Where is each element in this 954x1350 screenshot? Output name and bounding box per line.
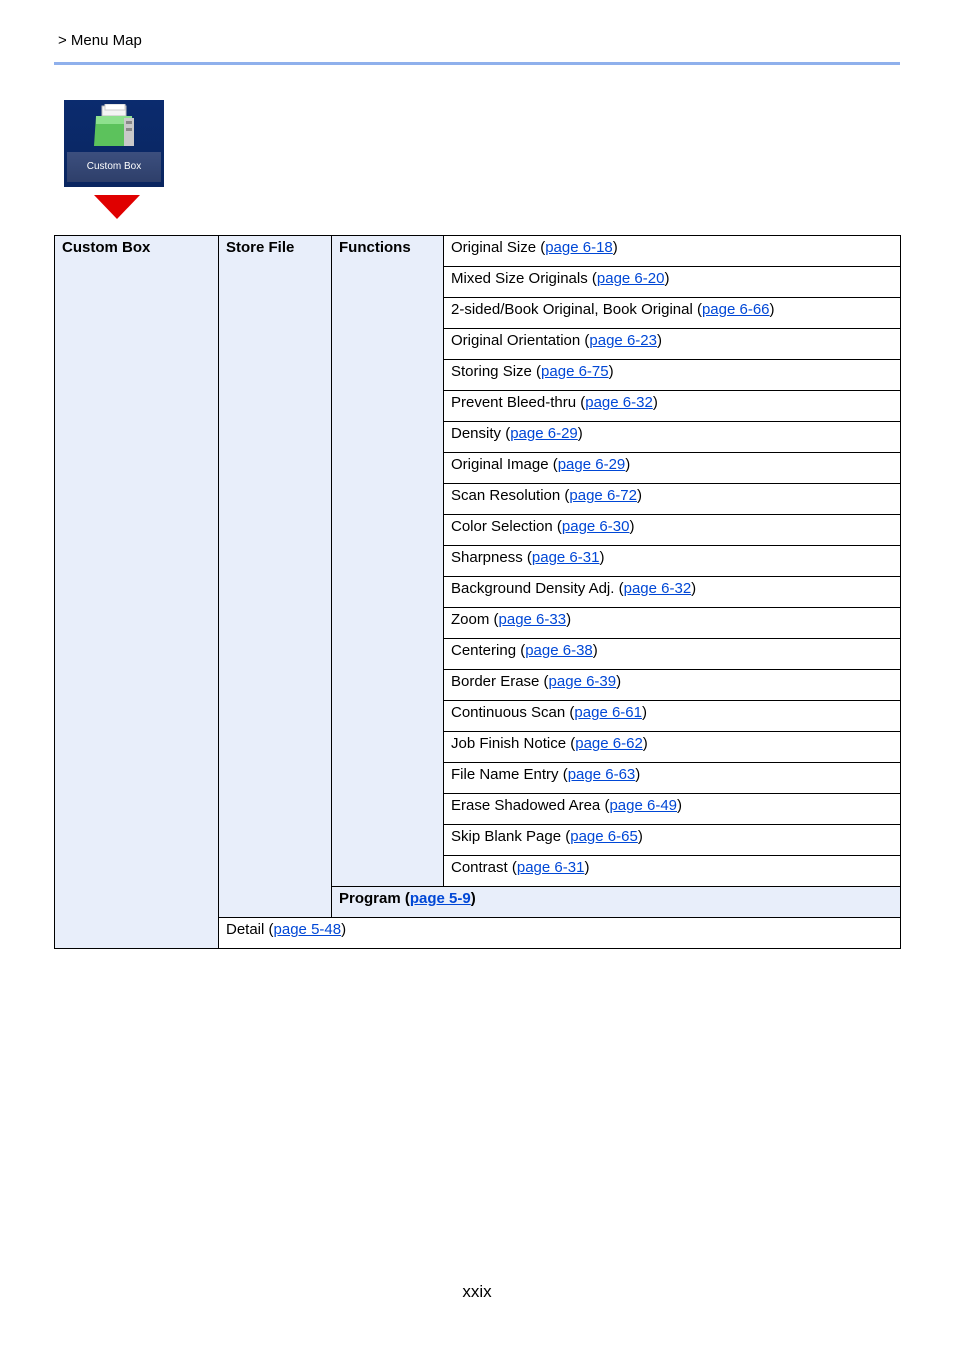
function-item: Erase Shadowed Area (page 6-49) <box>444 794 901 825</box>
header-divider <box>54 62 900 65</box>
function-item: Original Orientation (page 6-23) <box>444 329 901 360</box>
function-item: Skip Blank Page (page 6-65) <box>444 825 901 856</box>
page-link[interactable]: page 6-49 <box>609 797 678 814</box>
function-item: Original Size (page 6-18) <box>444 236 901 267</box>
function-item: Original Image (page 6-29) <box>444 453 901 484</box>
program-item: Program (page 5-9) <box>332 887 901 918</box>
page-link[interactable]: page 6-38 <box>525 642 593 659</box>
page-link[interactable]: page 5-48 <box>273 921 342 938</box>
custom-box-cell: Custom Box <box>55 236 219 949</box>
function-item: Scan Resolution (page 6-72) <box>444 484 901 515</box>
page-link[interactable]: page 6-75 <box>541 363 609 380</box>
page-link[interactable]: page 6-62 <box>575 735 643 752</box>
page-link[interactable]: page 6-32 <box>623 580 692 597</box>
page-link[interactable]: page 6-39 <box>548 673 617 690</box>
function-item: Prevent Bleed-thru (page 6-32) <box>444 391 901 422</box>
function-item: Border Erase (page 6-39) <box>444 670 901 701</box>
page-link[interactable]: page 6-31 <box>516 859 585 876</box>
page-link[interactable]: page 6-30 <box>561 518 630 535</box>
page-link[interactable]: page 6-33 <box>498 611 567 628</box>
page-link[interactable]: page 6-65 <box>570 828 638 845</box>
custom-box-app-icon[interactable] <box>64 100 164 187</box>
page-link[interactable]: page 6-23 <box>589 332 657 349</box>
function-item: File Name Entry (page 6-63) <box>444 763 901 794</box>
page-link[interactable]: page 6-29 <box>510 425 578 442</box>
function-item: Mixed Size Originals (page 6-20) <box>444 267 901 298</box>
page-link[interactable]: page 6-31 <box>531 549 600 566</box>
function-item: Continuous Scan (page 6-61) <box>444 701 901 732</box>
store-file-cell: Store File <box>219 236 332 918</box>
menu-map-table <box>54 235 901 949</box>
page-link[interactable]: page 6-20 <box>596 270 665 287</box>
function-item: 2-sided/Book Original, Book Original (page 6-66) <box>444 298 901 329</box>
table-row <box>55 236 901 267</box>
page-link[interactable]: page 5-9 <box>409 890 471 907</box>
page-link[interactable]: page 6-29 <box>557 456 626 473</box>
functions-cell: Functions <box>332 236 444 887</box>
breadcrumb: > Menu Map <box>58 32 142 49</box>
detail-item: Detail (page 5-48) <box>219 918 901 949</box>
function-item: Color Selection (page 6-30) <box>444 515 901 546</box>
function-item: Density (page 6-29) <box>444 422 901 453</box>
page-link[interactable]: page 6-61 <box>574 704 642 721</box>
page-number: xxix <box>462 1282 492 1301</box>
function-item: Contrast (page 6-31) <box>444 856 901 887</box>
function-item: Sharpness (page 6-31) <box>444 546 901 577</box>
icon-label: Custom Box <box>67 152 161 182</box>
page-link[interactable]: page 6-32 <box>585 394 653 411</box>
function-item: Job Finish Notice (page 6-62) <box>444 732 901 763</box>
box-folder-icon <box>92 104 138 150</box>
page-link[interactable]: page 6-18 <box>545 239 613 256</box>
function-item: Centering (page 6-38) <box>444 639 901 670</box>
function-item: Background Density Adj. (page 6-32) <box>444 577 901 608</box>
page-link[interactable]: page 6-72 <box>569 487 637 504</box>
function-item: Zoom (page 6-33) <box>444 608 901 639</box>
function-item: Storing Size (page 6-75) <box>444 360 901 391</box>
page-link[interactable]: page 6-66 <box>701 301 770 318</box>
arrow-down-icon <box>94 195 140 219</box>
page-link[interactable]: page 6-63 <box>567 766 636 783</box>
